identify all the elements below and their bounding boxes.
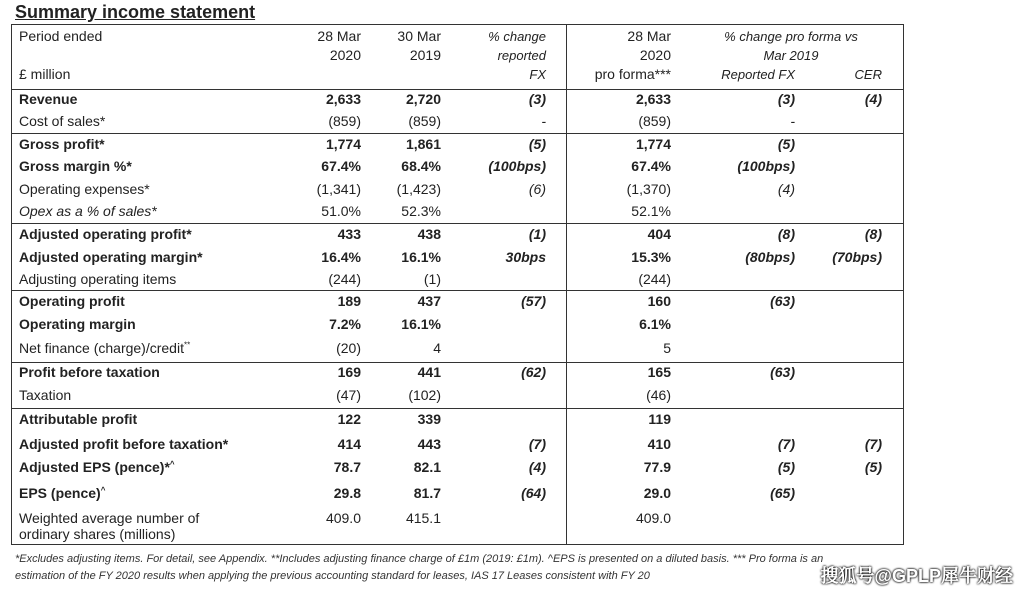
row-value-col2: 443: [417, 436, 441, 452]
row-label: Gross profit*: [19, 136, 105, 152]
row-value-col1: 122: [337, 411, 361, 427]
row-value-col1: (20): [336, 340, 361, 356]
header-col6: CER: [854, 67, 882, 82]
row-value-col1: (859): [328, 113, 361, 129]
row-label: Adjusting operating items: [19, 271, 177, 287]
row-value-col4: (859): [638, 113, 671, 129]
row-value-col2: 1,861: [405, 136, 441, 152]
row-label: Taxation: [19, 387, 72, 403]
row-value-col6: (70bps): [832, 249, 882, 265]
row-label: Profit before taxation: [19, 364, 160, 380]
row-value-col3: -: [541, 113, 546, 129]
row-value-col1: 67.4%: [321, 158, 361, 174]
row-value-col3: (62): [521, 364, 546, 380]
row-label: Operating margin: [19, 316, 136, 332]
section-rule: [11, 223, 904, 224]
row-value-col5: (5): [777, 136, 795, 152]
row-value-col4: 29.0: [643, 485, 671, 501]
row-value-col3: (57): [521, 293, 546, 309]
row-value-col4: 5: [663, 340, 671, 356]
row-value-col4: 119: [648, 411, 671, 427]
row-value-col5: (7): [777, 436, 795, 452]
row-value-col4: (1,370): [626, 181, 671, 197]
footnote-line-1: *Excludes adjusting items. For detail, see Appendix. **Includes adjusting finance charge of £1m (2019: £1m). ^EPS is presented on a diluted basis. *** Pro forma is an: [15, 553, 824, 565]
header-col2: 30 Mar 2019: [397, 28, 441, 63]
row-value-col2: 2,720: [405, 91, 441, 107]
row-value-col4: 409.0: [635, 510, 671, 526]
header-col4: 28 Mar 2020 pro forma***: [594, 28, 671, 82]
row-value-col4: 410: [647, 436, 671, 452]
row-value-col4: 160: [647, 293, 671, 309]
row-value-col5: (4): [777, 181, 795, 197]
row-value-col2: 441: [417, 364, 441, 380]
row-value-col5: (100bps): [737, 158, 795, 174]
row-value-col6: (4): [864, 91, 882, 107]
row-value-col1: 169: [337, 364, 361, 380]
row-value-col1: 51.0%: [321, 203, 361, 219]
section-rule: [11, 408, 904, 409]
row-value-col1: 78.7: [333, 459, 361, 475]
row-value-col3: (6): [528, 181, 546, 197]
row-value-col4: 67.4%: [631, 158, 671, 174]
row-label: Revenue: [19, 91, 78, 107]
row-value-col2: 437: [417, 293, 441, 309]
row-value-col2: (1,423): [396, 181, 441, 197]
row-value-col2: 339: [417, 411, 441, 427]
row-value-col2: 415.1: [405, 510, 441, 526]
row-value-col3: (4): [528, 459, 546, 475]
column-divider: [566, 24, 567, 545]
row-value-col4: (244): [638, 271, 671, 287]
row-value-col4: 6.1%: [639, 316, 671, 332]
row-label: Gross margin %*: [19, 158, 132, 174]
row-value-col2: 52.3%: [401, 203, 441, 219]
row-label: Adjusted operating profit*: [19, 226, 192, 242]
row-value-col4: (46): [646, 387, 671, 403]
row-label: Cost of sales*: [19, 113, 106, 129]
watermark: 搜狐号@GPLP犀牛财经: [820, 566, 1013, 586]
header-period-ended: Period ended: [19, 28, 103, 44]
row-label: EPS (pence)^: [19, 485, 106, 501]
row-value-col2: 438: [417, 226, 441, 242]
row-value-col4: 15.3%: [631, 249, 671, 265]
row-value-col1: 29.8: [333, 485, 361, 501]
row-value-col5: (3): [777, 91, 795, 107]
row-value-col6: (8): [864, 226, 882, 242]
row-value-col5: (8): [777, 226, 795, 242]
row-label: Operating expenses*: [19, 181, 150, 197]
row-value-col1: 433: [337, 226, 361, 242]
row-value-col4: 52.1%: [631, 203, 671, 219]
header-rule: [11, 89, 904, 90]
section-rule: [11, 290, 904, 291]
row-value-col1: (244): [328, 271, 361, 287]
header-pro-forma-change: % change pro forma vs Mar 2019: [724, 29, 858, 63]
row-value-col1: 1,774: [325, 136, 361, 152]
row-value-col4: 1,774: [635, 136, 671, 152]
row-value-col3: (5): [528, 136, 546, 152]
row-value-col5: (63): [770, 364, 795, 380]
row-value-col3: (64): [521, 485, 546, 501]
row-value-col1: (1,341): [316, 181, 361, 197]
row-value-col2: (859): [408, 113, 441, 129]
row-value-col2: 16.1%: [401, 316, 441, 332]
row-value-col2: 16.1%: [401, 249, 441, 265]
row-value-col5: (5): [777, 459, 795, 475]
row-value-col5: -: [790, 113, 795, 129]
row-label: Opex as a % of sales*: [19, 203, 157, 219]
row-value-col6: (7): [864, 436, 882, 452]
section-rule: [11, 133, 904, 134]
row-value-col1: 409.0: [325, 510, 361, 526]
footnote-line-2: estimation of the FY 2020 results when applying the previous accounting standard for leases, IAS 17 Leases consistent with FY 20: [15, 570, 650, 582]
row-label: Adjusted operating margin*: [19, 249, 203, 265]
row-label: Weighted average number of ordinary shares (millions): [19, 510, 200, 542]
row-value-col3: (3): [528, 91, 546, 107]
row-value-col1: 7.2%: [329, 316, 361, 332]
header-col3: % change reported FX: [488, 29, 546, 82]
row-value-col6: (5): [864, 459, 882, 475]
row-value-col1: 414: [337, 436, 361, 452]
row-value-col4: 404: [647, 226, 671, 242]
row-value-col4: 165: [647, 364, 671, 380]
row-label: Net finance (charge)/credit**: [19, 340, 191, 356]
row-value-col5: (63): [770, 293, 795, 309]
row-value-col2: 81.7: [413, 485, 441, 501]
page-title: Summary income statement: [15, 2, 256, 22]
header-col5: Reported FX: [721, 67, 795, 82]
row-label: Attributable profit: [19, 411, 138, 427]
row-value-col5: (80bps): [745, 249, 795, 265]
row-value-col3: (7): [528, 436, 546, 452]
row-value-col1: 16.4%: [321, 249, 361, 265]
row-value-col2: (1): [423, 271, 441, 287]
header-col1: 28 Mar 2020: [317, 28, 361, 63]
header-unit: £ million: [19, 66, 71, 82]
row-value-col2: 4: [433, 340, 441, 356]
row-value-col4: 77.9: [643, 459, 671, 475]
row-label: Adjusted EPS (pence)*^: [19, 459, 175, 475]
row-value-col2: (102): [408, 387, 441, 403]
row-value-col1: (47): [336, 387, 361, 403]
row-value-col1: 189: [337, 293, 361, 309]
row-value-col3: 30bps: [505, 249, 546, 265]
row-value-col2: 82.1: [413, 459, 441, 475]
row-value-col3: (1): [528, 226, 546, 242]
row-label: Operating profit: [19, 293, 125, 309]
row-value-col5: (65): [770, 485, 795, 501]
row-label: Adjusted profit before taxation*: [19, 436, 229, 452]
row-value-col2: 68.4%: [401, 158, 441, 174]
row-value-col3: (100bps): [488, 158, 546, 174]
section-rule: [11, 362, 904, 363]
row-value-col4: 2,633: [635, 91, 671, 107]
row-value-col1: 2,633: [325, 91, 361, 107]
